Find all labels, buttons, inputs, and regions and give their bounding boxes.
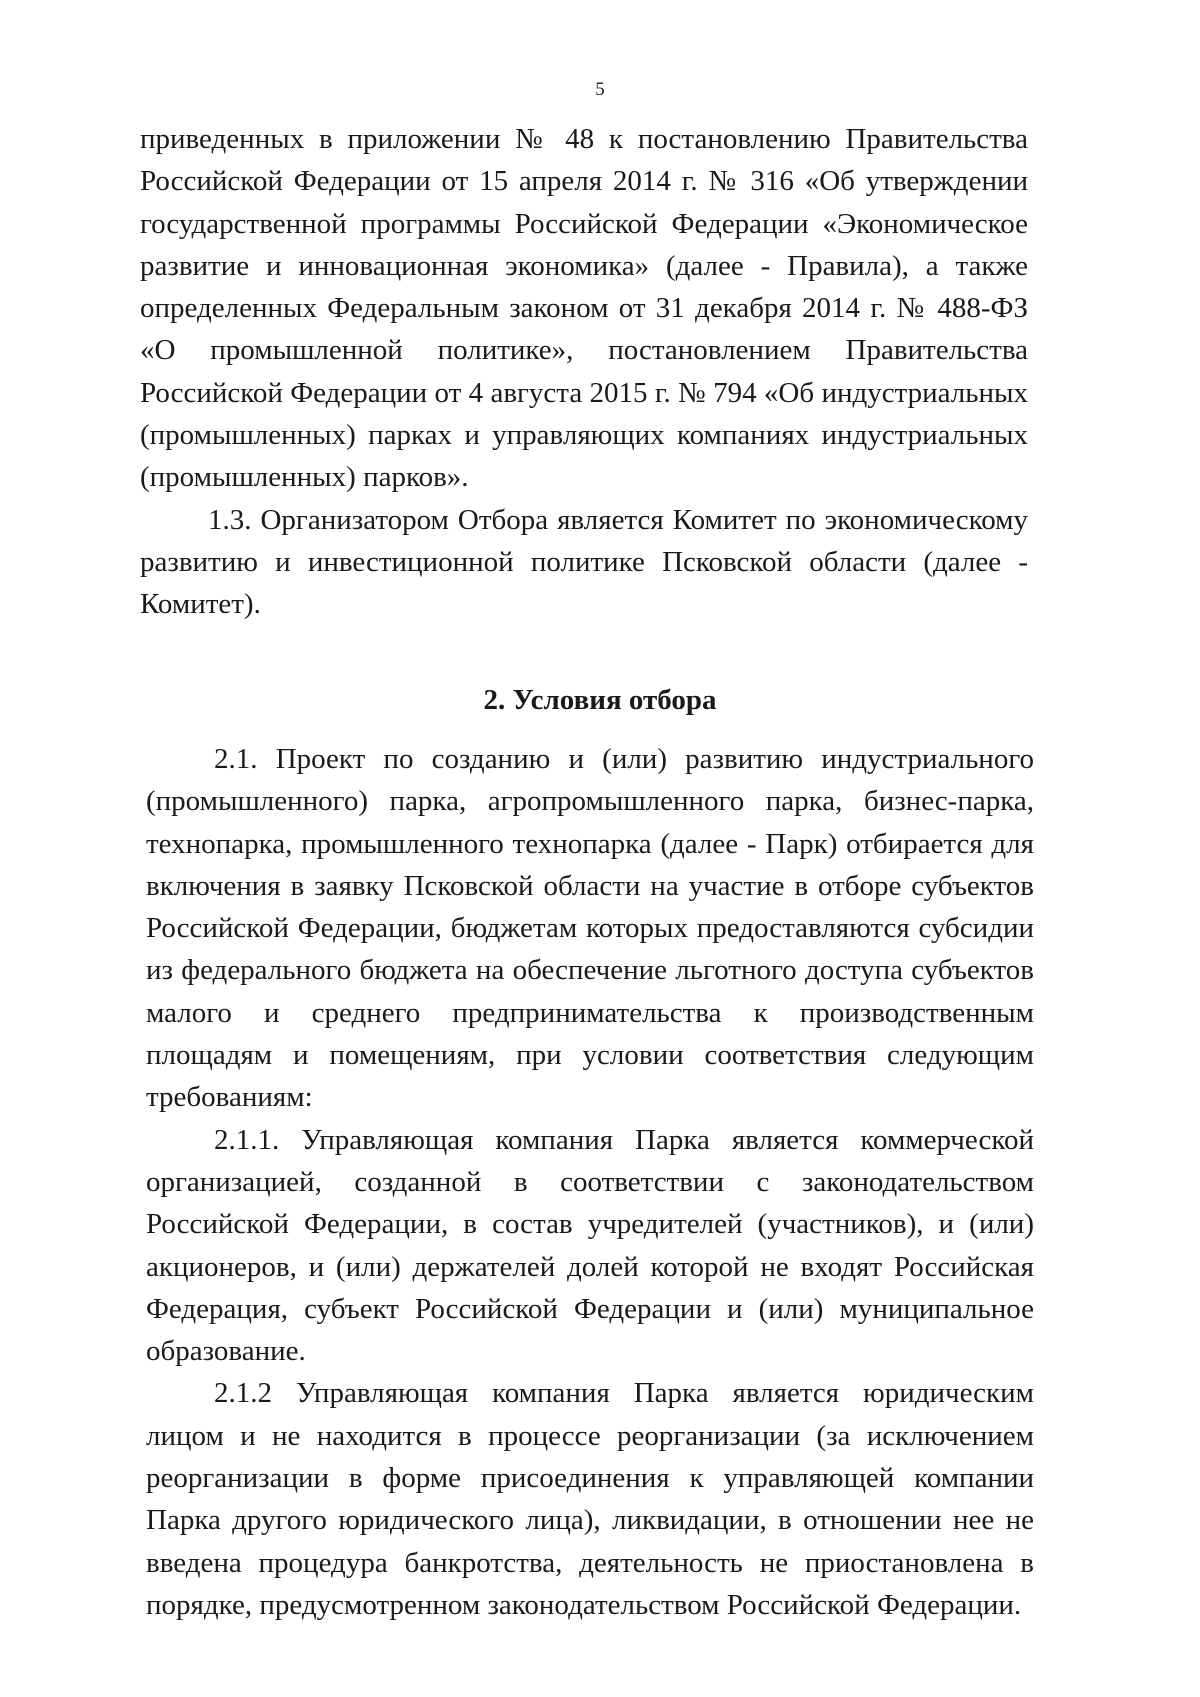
page-number: 5 [595,79,605,100]
top-text-block [140,118,1028,626]
paragraph-2-1-1: 2.1.1. Управляющая компания Парка является коммерческой организацией, созданной в соответствии с законодательством Российской Федерации, в состав учредителей (участников), и (или) акционеров, и (или) держателей долей которой не входят Российская Федерация, субъект Российской Федерации и (или) муниципальное образование. [146,1123,1034,1368]
bottom-text-block [146,738,1034,1626]
paragraph-continuation: приведенных в приложении № 48 к постановлению Правительства Российской Федерации от 15 апреля 2014 г. № 316 «Об утверждении государственной программы Российской Федерации «Экономическое развитие и инновационная экономика» (далее - Правила), а также определенных Федеральным законом от 31 декабря 2014 г. № 488-ФЗ «О промышленной политике», постановлением Правительства Российской Федерации от 4 августа 2015 г. № 794 «Об индустриальных (промышленных) парках и управляющих компаниях индустриальных (промышленных) парков». [140,123,1028,494]
paragraph-2-1-2: 2.1.2 Управляющая компания Парка является юридическим лицом и не находится в процессе реорганизации (за исключением реорганизации в форме присоединения к управляющей компании Парка другого юридического лица), ликвидации, в отношении нее не введена процедура банкротства, деятельность не приостановлена в порядке, предусмотренном законодательством Российской Федерации. [146,1377,1034,1621]
paragraph-2-1: 2.1. Проект по созданию и (или) развитию индустриального (промышленного) парка, агропромышленного парка, бизнес-парка, технопарка, промышленного технопарка (далее - Парк) отбирается для включения в заявку Псковской области на участие в отборе субъектов Российской Федерации, бюджетам которых предоставляются субсидии из федерального бюджета на обеспечение льготного доступа субъектов малого и среднего предпринимательства к производственным площадям и помещениям, при условии соответствия следующим требованиям: [146,743,1034,1114]
paragraph-1-3: 1.3. Организатором Отбора является Комитет по экономическому развитию и инвестиционной политике Псковской области (далее - Комитет). [140,503,1028,621]
section-heading: 2. Условия отбора [483,684,717,716]
